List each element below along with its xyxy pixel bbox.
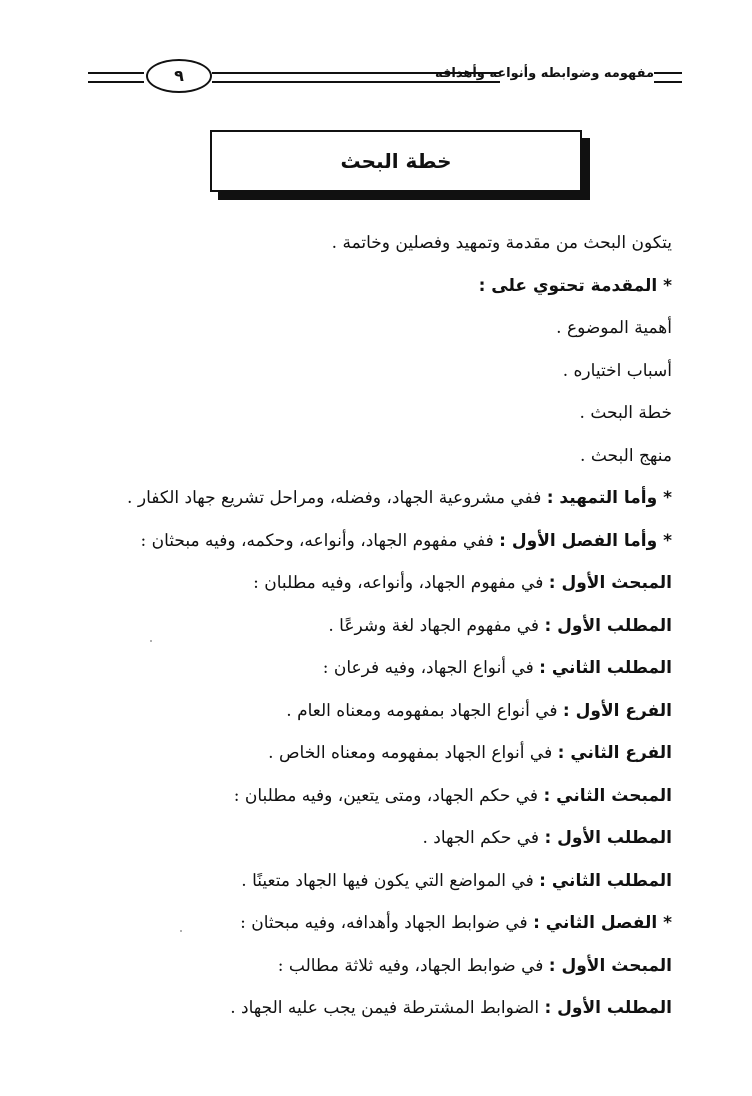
header-rule-right: [654, 72, 682, 83]
text-line: يتكون البحث من مقدمة وتمهيد وفصلين وخاتمة .: [331, 233, 672, 253]
scan-speck: [180, 930, 182, 932]
text-line: المبحث الثاني : في حكم الجهاد، ومتى يتعين، وفيه مطلبان :: [233, 785, 672, 806]
running-title: مفهومه وضوابطه وأنواعه وأهدافه: [434, 66, 654, 81]
text-line: المطلب الثاني : في أنواع الجهاد، وفيه فرعان :: [322, 658, 672, 678]
header-rule-left: [88, 72, 144, 83]
text-line: خطة البحث .: [579, 403, 672, 423]
text-line: الفرع الثاني : في أنواع الجهاد بمفهومه ومعناه الخاص .: [268, 743, 672, 763]
body-text: [70, 222, 672, 1030]
text-line: * المقدمة تحتوي على :: [478, 275, 672, 296]
text-line: المبحث الأول : في مفهوم الجهاد، وأنواعه، وفيه مطلبان :: [253, 573, 672, 593]
text-line: * الفصل الثاني : في ضوابط الجهاد وأهدافه، وفيه مبحثان :: [240, 913, 672, 933]
text-line: منهج البحث .: [580, 445, 672, 466]
page-number: ٩: [146, 59, 212, 93]
text-line: المطلب الأول : في حكم الجهاد .: [422, 828, 672, 848]
text-line: الفرع الأول : في أنواع الجهاد بمفهومه ومعناه العام .: [286, 700, 672, 721]
running-header: [88, 56, 682, 96]
text-line: المبحث الأول : في ضوابط الجهاد، وفيه ثلاثة مطالب :: [277, 955, 672, 976]
text-line: المطلب الثاني : في المواضع التي يكون فيها الجهاد متعينًا .: [241, 870, 672, 891]
text-line: * وأما الفصل الأول : ففي مفهوم الجهاد، وأنواعه، وحكمه، وفيه مبحثان :: [140, 530, 672, 551]
scan-speck: [150, 640, 152, 642]
text-line: المطلب الأول : في مفهوم الجهاد لغة وشرعًا .: [328, 615, 672, 636]
text-line: * وأما التمهيد : ففي مشروعية الجهاد، وفضله، ومراحل تشريع جهاد الكفار .: [127, 488, 672, 508]
section-title: خطة البحث: [210, 130, 582, 192]
section-title-frame: [210, 130, 582, 192]
text-line: المطلب الأول : الضوابط المشترطة فيمن يجب عليه الجهاد .: [230, 998, 672, 1018]
text-line: أهمية الموضوع .: [556, 318, 672, 338]
text-line: أسباب اختياره .: [562, 360, 672, 381]
